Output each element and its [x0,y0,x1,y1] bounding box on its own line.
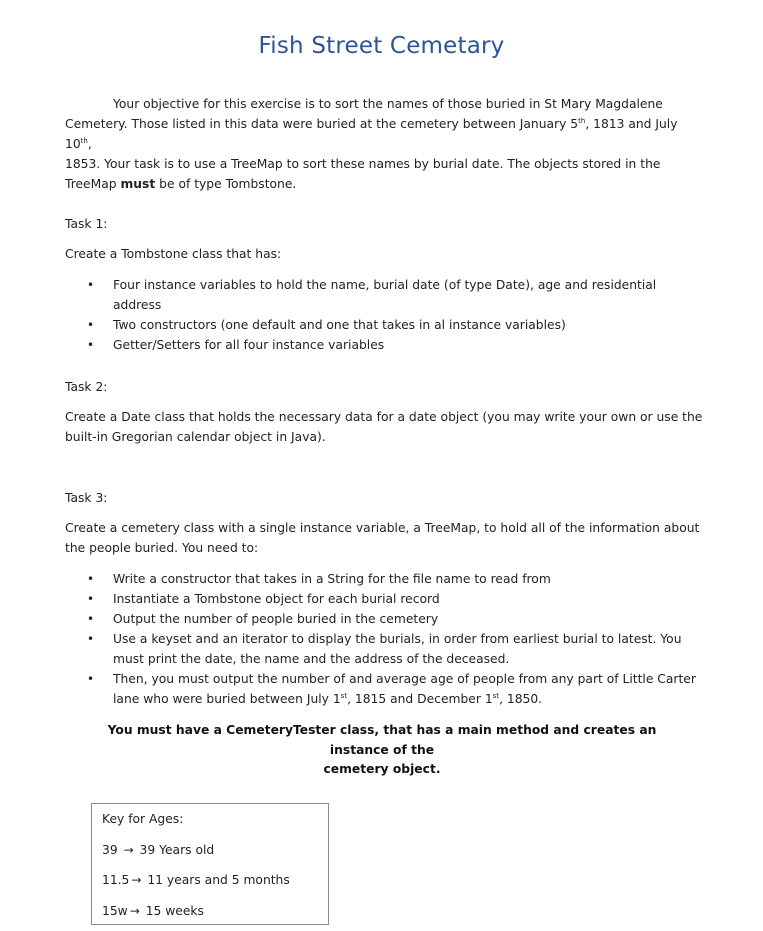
age-key-row [102,840,214,860]
list-item-text: Use a keyset and an iterator to display the burials, in order from earliest burial to latest. You [113,632,682,646]
age-key-meaning: 11 years and 5 months [143,873,290,887]
list-item-text-continued: lane who were buried between July 1 [113,692,341,706]
intro-line-4-text-c: be of type Tombstone. [155,177,297,191]
age-key-code: 15w [102,904,128,918]
task3-line-2: the people buried. You need to: [65,541,259,555]
task2-line-1: Create a Date class that holds the necessary data for a date object (you may write your own or use the [65,410,703,424]
intro-line-2 [65,114,705,154]
task2-description [65,407,705,447]
bullet-icon: • [87,338,95,352]
intro-line-4 [65,174,705,194]
list-item-text: Then, you must output the number of and average age of people from any part of Little Carter [113,672,696,686]
intro-line-1 [65,94,705,114]
task1-description: Create a Tombstone class that has: [65,247,282,261]
list-item-text-continued: , 1815 and December 1 [347,692,493,706]
list-item-text: Two constructors (one default and one that takes in al instance variables) [113,318,566,332]
bullet-icon: • [87,318,95,332]
age-key-heading: Key for Ages: [102,812,184,826]
task3-line-1: Create a cemetery class with a single instance variable, a TreeMap, to hold all of the information about [65,521,700,535]
bullet-icon: • [87,592,95,606]
list-item [65,609,705,629]
intro-line-2-text-c: , [87,137,92,151]
age-key-meaning: 15 weeks [141,904,204,918]
ordinal-suffix: st [492,691,500,700]
age-key-row [102,870,290,890]
ordinal-suffix: th [578,116,586,125]
requirement-note [92,721,672,780]
requirement-note-line-2: cemetery object. [323,762,441,776]
task2-heading: Task 2: [65,380,108,394]
list-item [65,669,705,709]
task3-description [65,518,705,558]
ordinal-suffix: th [80,136,88,145]
list-item [65,335,705,355]
arrow-right-icon: → [131,873,142,887]
task3-heading: Task 3: [65,491,108,505]
age-key-box [91,803,329,925]
emphasis-must: must [120,177,156,191]
age-key-code: 39 [102,843,122,857]
intro-line-1-text: Your objective for this exercise is to sort the names of those buried in St Mary Magdalene [113,97,663,111]
bullet-icon: • [87,672,95,686]
list-item-text: Getter/Setters for all four instance variables [113,338,385,352]
list-item [65,275,705,315]
bullet-icon: • [87,632,95,646]
list-item-text: Four instance variables to hold the name, burial date (of type Date), age and residential address [113,278,657,312]
intro-line-2-text-a: Cemetery. Those listed in this data were buried at the cemetery between January 5 [65,117,579,131]
list-item-text-continued: must print the date, the name and the address of the deceased. [113,652,510,666]
task1-bullet-list [65,275,705,355]
list-item [65,589,705,609]
intro-line-2-text-b: , 1813 and July 10 [65,117,678,151]
bullet-icon: • [87,572,95,586]
arrow-right-icon: → [129,904,140,918]
intro-line-3: 1853. Your task is to use a TreeMap to sort these names by burial date. The objects stored in the [65,157,661,171]
requirement-note-line-1: You must have a CemeteryTester class, that has a main method and creates an instance of the [107,723,657,757]
task3-bullet-list [65,569,705,709]
bullet-icon: • [87,612,95,626]
age-key-code: 11.5 [102,873,130,887]
list-item [65,315,705,335]
list-item-text: Output the number of people buried in the cemetery [113,612,439,626]
list-item-text: Instantiate a Tombstone object for each burial record [113,592,440,606]
list-item [65,569,705,589]
ordinal-suffix: st [340,691,348,700]
age-key-meaning: 39 Years old [135,843,215,857]
list-item [65,629,705,669]
task1-heading: Task 1: [65,217,108,231]
intro-paragraph [65,94,705,194]
list-item-text: Write a constructor that takes in a String for the file name to read from [113,572,551,586]
task2-line-2: built-in Gregorian calendar object in Java). [65,430,326,444]
list-item-text-continued: , 1850. [499,692,543,706]
intro-line-4-text-a: TreeMap [65,177,121,191]
page-title: Fish Street Cemetary [258,33,505,59]
age-key-row [102,901,204,921]
arrow-right-icon: → [123,843,134,857]
bullet-icon: • [87,278,95,292]
